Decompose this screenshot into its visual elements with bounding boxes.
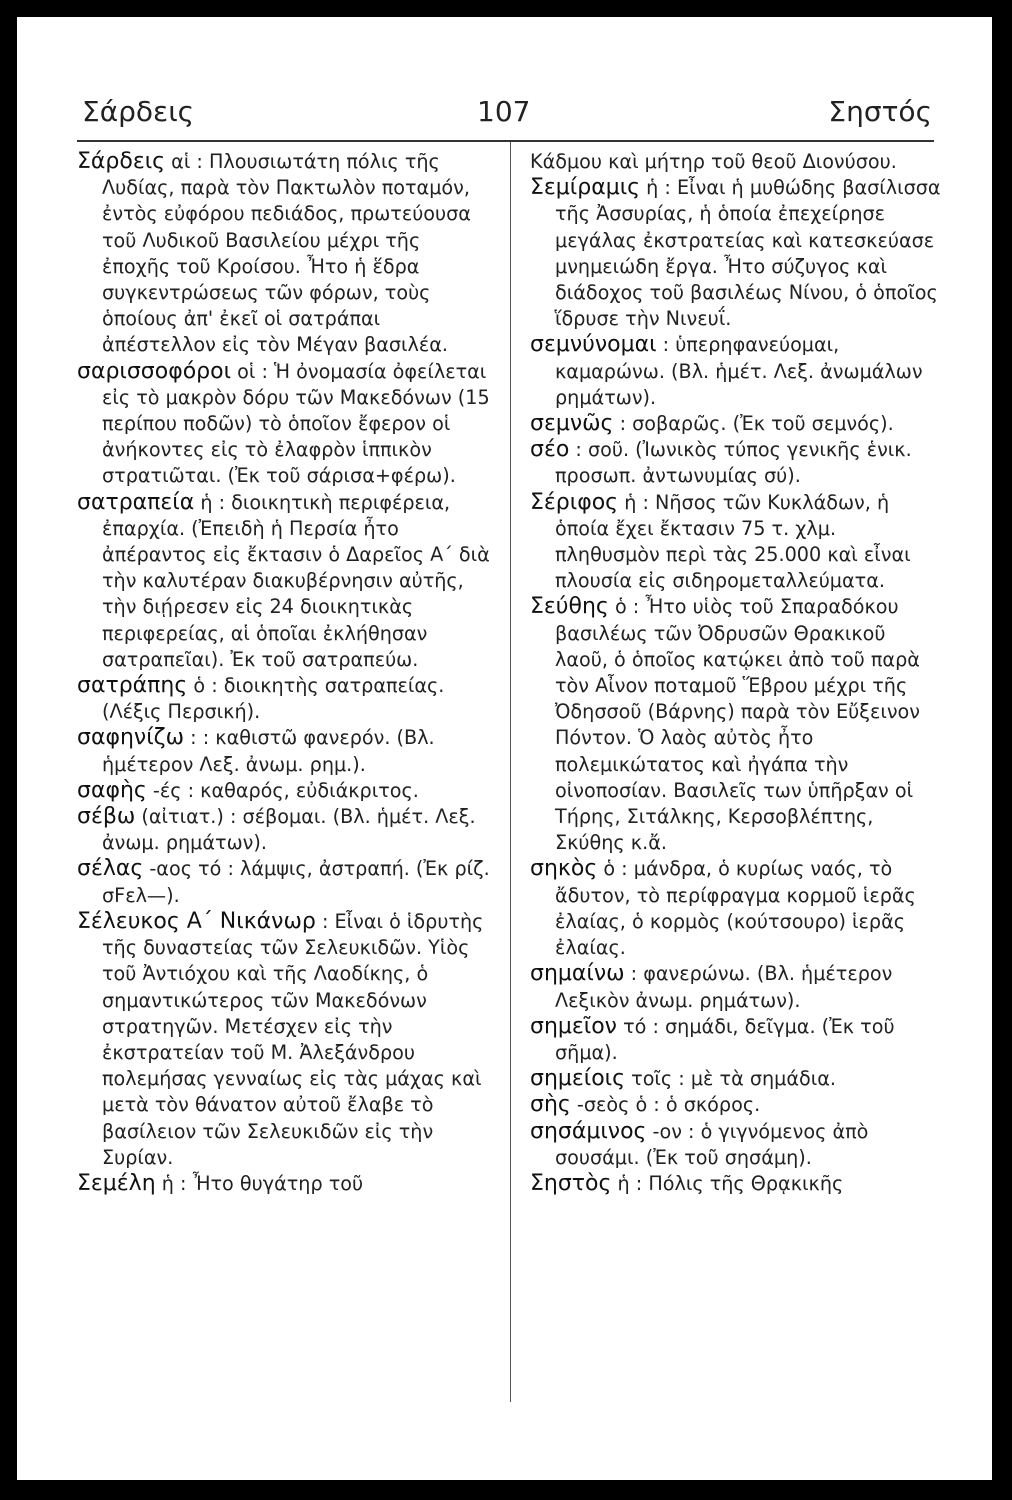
entry-headword: Σεμίραμις (530, 175, 641, 201)
entry-headword: σησάμινος (530, 1118, 647, 1144)
column-divider (510, 142, 511, 1402)
entry-headword: σηκὸς (530, 856, 598, 882)
entry-headword: σατραπεία (77, 489, 195, 515)
entry-definition: : φανερώνω. (Βλ. ἡμέτερον Λεξικὸν ἀνωμ. ρημάτων). (555, 962, 893, 1012)
dictionary-entry (77, 359, 492, 490)
entry-definition: ἡ : Πόλις τῆς Θρᾳκικῆς (611, 1171, 844, 1195)
entry-headword: σὴς (530, 1092, 571, 1118)
dictionary-entry (77, 1171, 492, 1197)
entry-definition: ἡ : διοικητικὴ περιφέρεια, ἐπαρχία. (Ἐπειδὴ ἡ Περσία ἦτο ἀπέραντος εἰς ἔκτασιν ὁ Δαρεῖος Α΄ διὰ τὴν καλυτέραν διακυβέρνησιν αὐτῆς, τὴν διῄρεσεν εἰς 24 διοικητικὰς περιφερείας, αἱ ὁποῖαι ἐκλήθησαν σατραπεῖαι). Ἐκ τοῦ σατραπεύω. (102, 490, 490, 671)
dictionary-entry (77, 490, 492, 673)
entry-headword: σημαίνω (530, 961, 625, 987)
entry-headword: σαφηνίζω (77, 725, 185, 751)
entry-definition: τό : σημάδι, δεῖγμα. (Ἐκ τοῦ σῆμα). (555, 1014, 895, 1064)
entry-definition: : σοβαρῶς. (Ἐκ τοῦ σεμνός). (613, 412, 894, 436)
entry-definition: : : καθιστῶ φανερόν. (Βλ. ἡμέτερον Λεξ. ἀνωμ. ρημ.). (102, 726, 435, 776)
dictionary-entry (530, 1014, 942, 1066)
entry-headword: Σεμέλη (77, 1170, 156, 1196)
dictionary-entry (77, 673, 492, 725)
entry-definition: ὁ : διοικητὴς σατραπείας. (Λέξις Περσική). (102, 674, 445, 724)
entry-headword: σέο (530, 437, 570, 463)
entry-definition: -ον : ὁ γιγνόμενος ἀπὸ σουσάμι. (Ἐκ τοῦ σησάμη). (555, 1119, 869, 1169)
header-left-guideword: Σάρδεις (82, 95, 195, 128)
entry-headword: Σεύθης (530, 594, 609, 620)
entry-headword: σημεῖον (530, 1013, 617, 1039)
dictionary-entry (530, 856, 942, 961)
entry-headword: σατράπης (77, 673, 188, 699)
header-right-guideword: Σηστός (828, 95, 932, 128)
dictionary-entry-continuation (530, 149, 942, 175)
entry-definition: Κάδμου καὶ μήτηρ τοῦ θεοῦ Διονύσου. (530, 150, 897, 173)
left-column (77, 149, 492, 1197)
dictionary-entry (530, 332, 942, 411)
dictionary-entry (77, 909, 492, 1171)
dictionary-entry (77, 149, 492, 359)
entry-headword: σαρισσοφόροι (77, 358, 232, 384)
entry-definition: : σοῦ. (Ἰωνικὸς τύπος γενικῆς ἑνικ. προσωπ. ἀντωνυμίας σύ). (555, 438, 912, 488)
entry-definition: τοῖς : μὲ τὰ σημάδια. (625, 1067, 836, 1091)
entry-definition: ὁ : Ἦτο υἱὸς τοῦ Σπαραδόκου βασιλέως τῶν Ὀδρυσῶν Θρακικοῦ λαοῦ, ὁ ὁποῖος κατῴκει ἀπὸ τοῦ παρὰ τὸν Αἶνον ποταμοῦ Ἕβρου μέχρι τῆς Ὀδησσοῦ (Βάρνης) παρὰ τὸν Εὔξεινον Πόντον. Ὁ λαὸς αὐτὸς ἦτο πολεμικώτατος καὶ ἠγάπα τὴν οἰνοποσίαν. Βασιλεῖς των ὑπῆρξαν οἱ Τήρης, Σιτάλκης, Κερσοβλέπτης, Σκύθης κ.ἄ. (555, 595, 920, 855)
entry-headword: Σάρδεις (77, 149, 166, 174)
dictionary-entry (530, 490, 942, 595)
dictionary-entry (77, 804, 492, 856)
entry-definition: -ές : καθαρός, εὐδιάκριτος. (146, 778, 419, 802)
dictionary-entry (530, 437, 942, 489)
entry-headword: σεμνύνομαι (530, 332, 657, 358)
entry-headword: σέλας (77, 856, 144, 882)
entry-headword: Σηστὸς (530, 1170, 612, 1196)
dictionary-entry (530, 961, 942, 1013)
entry-definition: : Εἶναι ὁ ἱδρυτὴς τῆς δυναστείας τῶν Σελευκιδῶν. Υἱὸς τοῦ Ἀντιόχου καὶ τῆς Λαοδίκης, ὁ σημαντικώτερος τῶν Μακεδόνων στρατηγῶν. Μετέσχεν εἰς τὴν ἐκστρατείαν τοῦ Μ. Ἀλεξάνδρου πολεμήσας γενναίως εἰς τὰς μάχας καὶ μετὰ τὸν θάνατον αὐτοῦ ἔλαβε τὸ βασίλειον τῶν Σελευκιδῶν εἰς τὴν Συρίαν. (102, 909, 484, 1169)
entry-headword: Σέριφος (530, 489, 619, 515)
entry-definition: ἡ : Νῆσος τῶν Κυκλάδων, ἡ ὁποία ἔχει ἔκτασιν 75 τ. χλμ. πληθυσμὸν περὶ τὰς 25.000 καὶ εἶναι πλουσία εἰς σιδηρομεταλλεύματα. (555, 490, 911, 593)
dictionary-entry (77, 725, 492, 777)
entry-definition: ἡ : Εἶναι ἡ μυθώδης βασίλισσα τῆς Ἀσσυρίας, ἡ ὁποία ἐπεχείρησε μεγάλας ἐκστρατείας καὶ κατεσκεύασε μνημειώδη ἔργα. Ἦτο σύζυγος καὶ διάδοχος τοῦ βασιλέως Νίνου, ὁ ὁποῖος ἵδρυσε τὴν Νινευΐ. (555, 176, 941, 331)
entry-headword: σεμνῶς (530, 411, 614, 437)
entry-definition: -αος τό : λάμψις, ἀστραπή. (Ἐκ ρίζ. σϜελ—). (102, 857, 490, 907)
dictionary-entry (530, 411, 942, 437)
entry-definition: ἡ : Ἦτο θυγάτηρ τοῦ (155, 1171, 364, 1195)
dictionary-entry (530, 175, 942, 332)
entry-definition: (αἰτιατ.) : σέβομαι. (Βλ. ἡμέτ. Λεξ. ἀνωμ. ρημάτων). (102, 805, 476, 855)
page-number: 107 (477, 95, 531, 128)
entry-definition: : ὑπερηφανεύομαι, καμαρώνω. (Βλ. ἡμέτ. Λεξ. ἀνωμάλων ρημάτων). (555, 333, 923, 409)
dictionary-entry (77, 778, 492, 804)
dictionary-entry (530, 1119, 942, 1171)
dictionary-page (17, 17, 992, 1480)
entry-headword: σέβω (77, 804, 136, 830)
dictionary-entry (530, 1066, 942, 1092)
header-rule (77, 140, 934, 142)
dictionary-entry (530, 1171, 942, 1197)
right-column (530, 149, 942, 1197)
entry-definition: -σεὸς ὁ : ὁ σκόρος. (570, 1093, 761, 1117)
entry-headword: σημείοις (530, 1066, 626, 1092)
dictionary-entry (530, 594, 942, 856)
entry-headword: σαφὴς (77, 777, 147, 803)
entry-definition: ὁ : μάνδρα, ὁ κυρίως ναός, τὸ ἄδυτον, τὸ περίφραγμα κορμοῦ ἱερᾶς ἐλαίας, ὁ κορμὸς (κούτσουρο) ἱερᾶς ἐλαίας. (555, 857, 916, 960)
dictionary-entry (530, 1092, 942, 1118)
dictionary-entry (77, 856, 492, 908)
entry-headword: Σέλευκος Α΄ Νικάνωρ (77, 908, 316, 934)
entry-definition: οἱ : Ἡ ὀνομασία ὀφείλεται εἰς τὸ μακρὸν δόρυ τῶν Μακεδόνων (15 περίπου ποδῶν) τὸ ὁποῖον ἔφερον οἱ ἀνήκοντες εἰς τὸ ἐλαφρὸν ἱππικὸν στρατιῶται. (Ἐκ τοῦ σάρισα+φέρω). (102, 359, 490, 488)
entry-definition: αἱ : Πλουσιωτάτη πόλις τῆς Λυδίας, παρὰ τὸν Πακτωλὸν ποταμόν, ἐντὸς εὐφόρου πεδιάδος, πρωτεύουσα τοῦ Λυδικοῦ Βασιλείου μέχρι τῆς ἐποχῆς τοῦ Κροίσου. Ἦτο ἡ ἕδρα συγκεντρώσεως τῶν φόρων, τοὺς ὁποίους ἀπ' ἐκεῖ οἱ σατράπαι ἀπέστελλον εἰς τὸν Μέγαν βασιλέα. (102, 150, 471, 357)
